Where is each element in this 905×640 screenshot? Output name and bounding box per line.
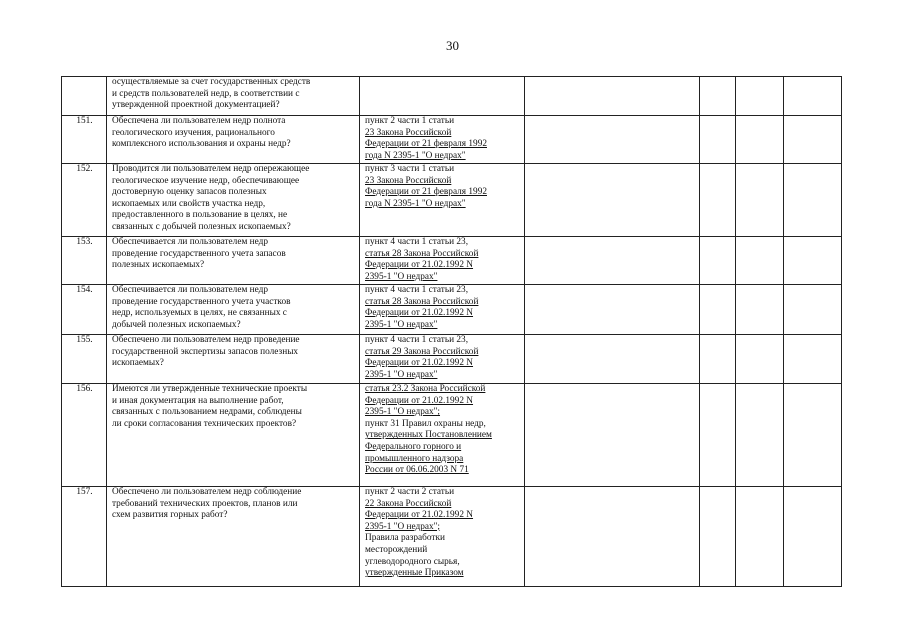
legal-reference-cell	[360, 335, 525, 384]
requirements-table	[61, 76, 842, 587]
legal-reference-link[interactable]: Федерации от 21.02.1992 N	[365, 308, 474, 319]
legal-reference-link[interactable]: 23 Закона Российской	[365, 175, 452, 186]
legal-reference-link[interactable]: промышленного надзора	[365, 453, 464, 464]
legal-reference-link[interactable]: статья 29 Закона Российской	[365, 346, 479, 357]
question-text-line: достоверную оценку запасов полезных	[112, 187, 267, 198]
question-text-line: связанных с добычей полезных ископаемых?	[112, 221, 291, 232]
question-text-line: требований технических проектов, планов или	[112, 498, 298, 509]
question-text-line: и иная документация на выполнение работ,	[112, 395, 284, 406]
legal-reference-link[interactable]: года N 2395-1 "О недрах"	[365, 198, 466, 209]
answer-no-cell	[700, 237, 736, 285]
item-number: 154.	[62, 285, 107, 335]
question-text-line: предоставленного в пользование в целях, не	[112, 210, 288, 221]
legal-reference-link[interactable]: 23 Закона Российской	[365, 127, 452, 138]
question-text-line: геологическое изучение недр, обеспечивающее	[112, 175, 300, 186]
item-number: 156.	[62, 384, 107, 487]
legal-reference-link[interactable]: 22 Закона Российской	[365, 498, 452, 509]
item-number: 155.	[62, 335, 107, 384]
legal-reference-link[interactable]: 2395-1 "О недрах";	[365, 407, 441, 418]
question-text-line: Проводится ли пользователем недр опережающее	[112, 164, 310, 174]
legal-reference-link[interactable]: года N 2395-1 "О недрах"	[365, 150, 466, 161]
table-row	[62, 77, 842, 116]
answer-not-applicable-cell	[736, 164, 784, 237]
legal-reference-text: пункт 31 Правил охраны недр,	[365, 418, 486, 429]
answer-no-cell	[700, 77, 736, 116]
answer-no-cell	[700, 285, 736, 335]
page-number: 30	[446, 38, 459, 53]
question-text-line: добычей полезных ископаемых?	[112, 319, 241, 330]
legal-reference-link[interactable]: статья 28 Закона Российской	[365, 248, 479, 259]
answer-yes-cell	[525, 237, 700, 285]
table-row	[62, 237, 842, 285]
notes-cell	[784, 384, 842, 487]
question-text-line: осуществляемые за счет государственных средств	[112, 77, 311, 87]
legal-reference-text: пункт 4 части 1 статьи 23,	[365, 237, 469, 247]
legal-reference-cell	[360, 237, 525, 285]
answer-yes-cell	[525, 116, 700, 164]
legal-reference-text: пункт 4 части 1 статьи 23,	[365, 335, 469, 345]
notes-cell	[784, 164, 842, 237]
question-text-line: и средств пользователей недр, в соответствии с	[112, 88, 300, 99]
answer-not-applicable-cell	[736, 116, 784, 164]
table-row	[62, 384, 842, 487]
legal-reference-link[interactable]: утвержденных Постановлением	[365, 430, 492, 441]
question-text-line: комплексного использования и охраны недр?	[112, 139, 291, 150]
answer-no-cell	[700, 116, 736, 164]
legal-reference-link[interactable]: статья 23.2 Закона Российской	[365, 384, 486, 394]
legal-reference-link[interactable]: Федерации от 21.02.1992 N	[365, 260, 474, 271]
answer-no-cell	[700, 335, 736, 384]
legal-reference-text: месторождений	[365, 544, 428, 555]
question-text-line: Обеспечена ли пользователем недр полнота	[112, 116, 286, 126]
question-text-line: Обеспечено ли пользователем недр проведение	[112, 335, 300, 345]
legal-reference-link[interactable]: 2395-1 "О недрах"	[365, 369, 438, 380]
legal-reference-cell	[360, 164, 525, 237]
answer-no-cell	[700, 487, 736, 587]
question-cell	[107, 285, 360, 335]
question-text-line: связанных с пользованием недрами, соблюдены	[112, 407, 302, 418]
answer-not-applicable-cell	[736, 77, 784, 116]
legal-reference-link[interactable]: России от 06.06.2003 N 71	[365, 465, 469, 476]
table-row	[62, 116, 842, 164]
question-text-line: утвержденной проектной документацией?	[112, 100, 280, 111]
question-text-line: проведение государственного учета запасов	[112, 248, 286, 259]
question-text-line: проведение государственного учета участков	[112, 296, 291, 307]
question-cell	[107, 487, 360, 587]
question-text-line: Обеспечивается ли пользователем недр	[112, 237, 269, 247]
legal-reference-link[interactable]: статья 28 Закона Российской	[365, 296, 479, 307]
item-number: 153.	[62, 237, 107, 285]
question-cell	[107, 335, 360, 384]
question-cell	[107, 237, 360, 285]
item-number: 157.	[62, 487, 107, 587]
answer-yes-cell	[525, 335, 700, 384]
legal-reference-text: пункт 2 части 1 статьи	[365, 116, 455, 126]
answer-yes-cell	[525, 384, 700, 487]
question-text-line: схем развития горных работ?	[112, 510, 228, 521]
item-number	[62, 77, 107, 116]
legal-reference-link[interactable]: Федерации от 21.02.1992 N	[365, 395, 474, 406]
answer-not-applicable-cell	[736, 487, 784, 587]
notes-cell	[784, 335, 842, 384]
answer-no-cell	[700, 164, 736, 237]
notes-cell	[784, 116, 842, 164]
question-text-line: государственной экспертизы запасов полезных	[112, 346, 299, 357]
legal-reference-link[interactable]: Федерального горного и	[365, 441, 462, 452]
question-text-line: ли сроки согласования технических проектов?	[112, 418, 297, 429]
legal-reference-cell	[360, 116, 525, 164]
legal-reference-link[interactable]: 2395-1 "О недрах"	[365, 319, 438, 330]
legal-reference-cell	[360, 384, 525, 487]
question-text-line: ископаемых?	[112, 358, 164, 369]
notes-cell	[784, 77, 842, 116]
question-text-line: геологического изучения, рационального	[112, 127, 275, 138]
answer-not-applicable-cell	[736, 384, 784, 487]
question-text-line: Имеются ли утвержденные технические проекты	[112, 384, 308, 394]
question-text-line: ископаемых или свойств участка недр,	[112, 198, 266, 209]
table-row	[62, 164, 842, 237]
notes-cell	[784, 237, 842, 285]
answer-not-applicable-cell	[736, 237, 784, 285]
item-number: 151.	[62, 116, 107, 164]
table-row	[62, 285, 842, 335]
question-text-line: Обеспечено ли пользователем недр соблюдение	[112, 487, 302, 497]
answer-yes-cell	[525, 164, 700, 237]
question-text-line: недр, используемых в целях, не связанных с	[112, 308, 287, 319]
table-body	[62, 77, 842, 587]
answer-no-cell	[700, 384, 736, 487]
legal-reference-cell	[360, 77, 525, 116]
table-row	[62, 335, 842, 384]
legal-reference-link[interactable]: Федерации от 21 февраля 1992	[365, 187, 487, 198]
legal-reference-link[interactable]: Федерации от 21.02.1992 N	[365, 358, 474, 369]
legal-reference-link[interactable]: 2395-1 "О недрах"	[365, 271, 438, 282]
answer-yes-cell	[525, 77, 700, 116]
legal-reference-text: пункт 2 части 2 статьи	[365, 487, 455, 497]
question-text-line: Обеспечивается ли пользователем недр	[112, 285, 269, 295]
legal-reference-link[interactable]: Федерации от 21 февраля 1992	[365, 139, 487, 150]
legal-reference-link[interactable]: 2395-1 "О недрах";	[365, 521, 441, 532]
legal-reference-text: углеводородного сырья,	[365, 556, 460, 567]
answer-not-applicable-cell	[736, 335, 784, 384]
answer-not-applicable-cell	[736, 285, 784, 335]
legal-reference-link[interactable]: Федерации от 21.02.1992 N	[365, 510, 474, 521]
legal-reference-cell	[360, 487, 525, 587]
answer-yes-cell	[525, 285, 700, 335]
legal-reference-cell	[360, 285, 525, 335]
notes-cell	[784, 285, 842, 335]
question-cell	[107, 384, 360, 487]
question-cell	[107, 164, 360, 237]
legal-reference-text: пункт 4 части 1 статьи 23,	[365, 285, 469, 295]
table-row	[62, 487, 842, 587]
answer-yes-cell	[525, 487, 700, 587]
question-cell	[107, 77, 360, 116]
legal-reference-link[interactable]: утвержденные Приказом	[365, 568, 464, 579]
question-text-line: полезных ископаемых?	[112, 260, 205, 271]
question-cell	[107, 116, 360, 164]
item-number: 152.	[62, 164, 107, 237]
notes-cell	[784, 487, 842, 587]
legal-reference-text: Правила разработки	[365, 533, 445, 544]
legal-reference-text: пункт 3 части 1 статьи	[365, 164, 455, 174]
